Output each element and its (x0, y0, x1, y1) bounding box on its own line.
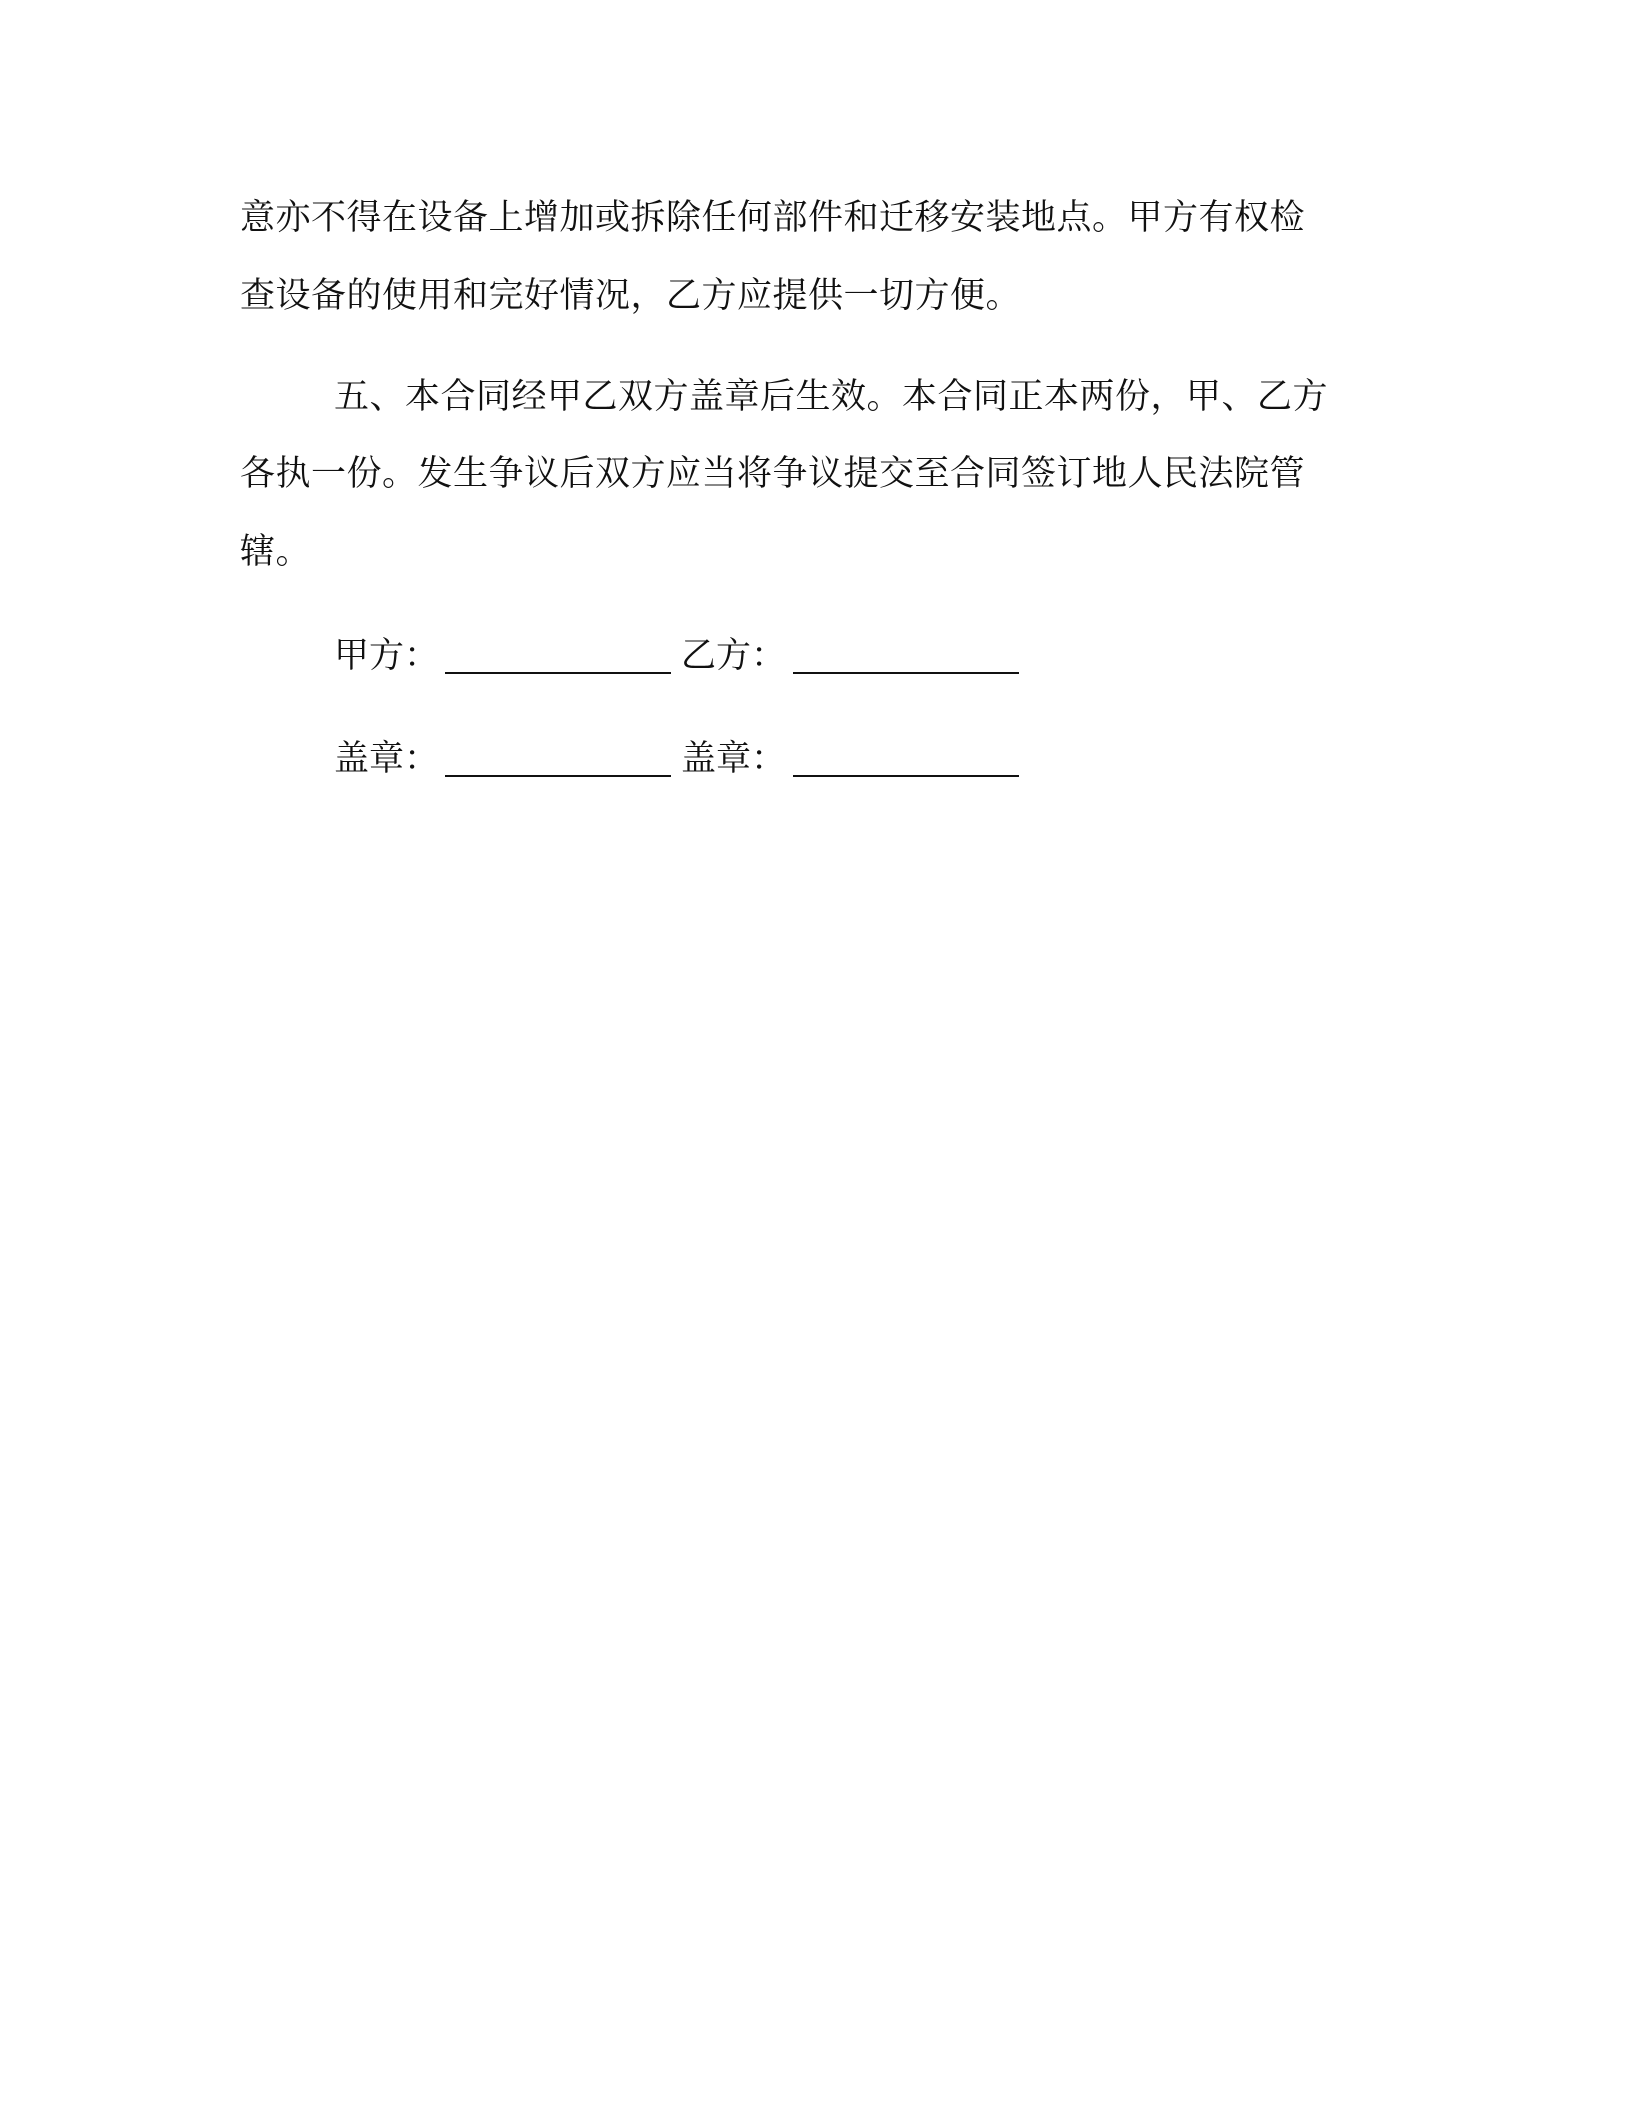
party-a-blank-line (445, 672, 671, 674)
party-b-label: 乙方： (681, 636, 787, 676)
paragraph-4-continuation-line-1: 意亦不得在设备上增加或拆除任何部件和迁移安装地点。甲方有权检 (240, 198, 1306, 238)
paragraph-5-line-2: 各执一份。发生争议后双方应当将争议提交至合同签订地人民法院管 (240, 454, 1306, 494)
party-a-seal-label: 盖章： (334, 739, 440, 779)
party-a-label: 甲方： (334, 636, 440, 676)
paragraph-5-line-1: 五、本合同经甲乙双方盖章后生效。本合同正本两份，甲、乙方 (334, 377, 1329, 417)
paragraph-4-continuation-line-2: 查设备的使用和完好情况，乙方应提供一切方便。 (240, 276, 1022, 316)
party-a-seal-blank-line (445, 775, 671, 777)
paragraph-5-line-3: 辖。 (240, 532, 312, 572)
party-b-seal-label: 盖章： (681, 739, 787, 779)
party-b-blank-line (793, 672, 1019, 674)
party-b-seal-blank-line (793, 775, 1019, 777)
